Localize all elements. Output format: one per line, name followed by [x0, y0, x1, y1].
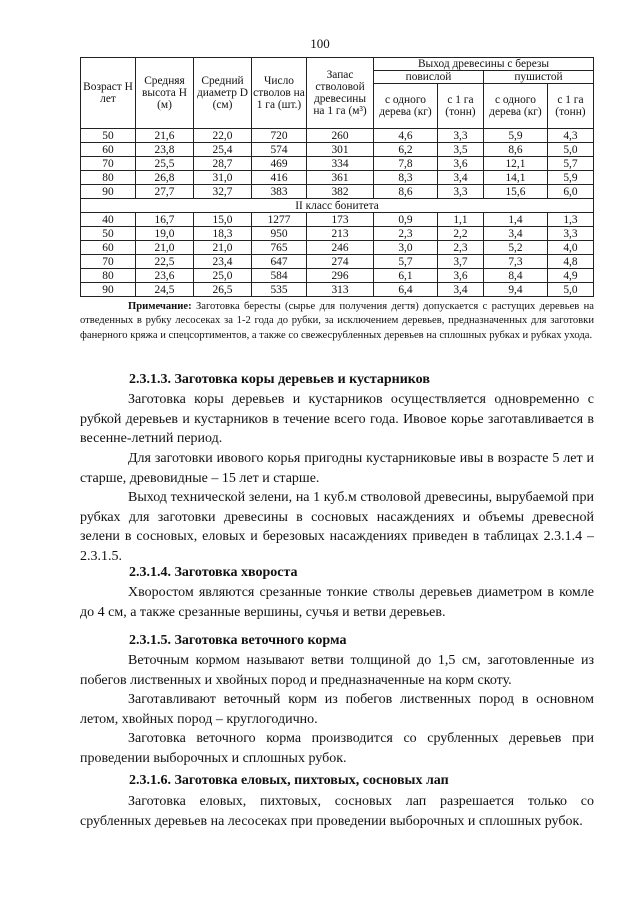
table-cell: 3,6	[437, 269, 483, 283]
table-row	[81, 129, 594, 143]
table-cell: 3,4	[437, 283, 483, 297]
col-stock: Запас стволовой древесины на 1 га (м³)	[307, 58, 374, 129]
table-cell: 1,3	[547, 213, 593, 227]
table-cell: 4,9	[547, 269, 593, 283]
heading-twig-feed: 2.3.1.5. Заготовка веточного корма	[129, 633, 347, 648]
table-cell: 22,5	[136, 255, 194, 269]
table-cell: 3,4	[437, 171, 483, 185]
table-cell: 382	[307, 185, 374, 199]
table-cell: 5,9	[547, 171, 593, 185]
table-cell: 26,8	[136, 171, 194, 185]
table-row	[81, 143, 594, 157]
table-cell: 21,6	[136, 129, 194, 143]
table-cell: 2,3	[374, 227, 438, 241]
table-cell: 8,6	[483, 143, 547, 157]
col-pubescens: пушистой	[483, 71, 593, 84]
table-cell: 274	[307, 255, 374, 269]
table-cell: 3,3	[437, 185, 483, 199]
table-cell: 4,3	[547, 129, 593, 143]
table-row	[81, 227, 594, 241]
table-cell: 23,8	[136, 143, 194, 157]
table-cell: 70	[81, 255, 136, 269]
table-cell: 8,4	[483, 269, 547, 283]
table-cell: 40	[81, 213, 136, 227]
paragraph: Заготавливают веточный корм из побегов лиственных пород в основном летом, хвойных пород – круглогодично.	[80, 692, 594, 727]
table-cell: 60	[81, 143, 136, 157]
heading-bark: 2.3.1.3. Заготовка коры деревьев и кустарников	[129, 372, 430, 387]
table-cell: 21,0	[136, 241, 194, 255]
table-cell: 5,0	[547, 143, 593, 157]
table-cell: 296	[307, 269, 374, 283]
table-row	[81, 241, 594, 255]
table-cell: 5,2	[483, 241, 547, 255]
table-cell: 4,8	[547, 255, 593, 269]
table-cell: 27,7	[136, 185, 194, 199]
table-cell: 32,7	[194, 185, 252, 199]
table-cell: 12,1	[483, 157, 547, 171]
table-cell: 15,6	[483, 185, 547, 199]
table-cell: 6,1	[374, 269, 438, 283]
table-cell: 5,7	[374, 255, 438, 269]
col-height: Средняя высота Н (м)	[136, 58, 194, 129]
table-cell: 361	[307, 171, 374, 185]
table-cell: 1,4	[483, 213, 547, 227]
note-label: Примечание:	[128, 301, 192, 312]
table-cell: 950	[252, 227, 307, 241]
col-pendula: повислой	[374, 71, 484, 84]
table-cell: 7,3	[483, 255, 547, 269]
table-cell: 213	[307, 227, 374, 241]
table-cell: 5,9	[483, 129, 547, 143]
table-cell: 3,3	[547, 227, 593, 241]
birch-yield-table	[80, 57, 594, 297]
table-cell: 3,3	[437, 129, 483, 143]
col-trunks: Число стволов на 1 га (шт.)	[252, 58, 307, 129]
table-row	[81, 171, 594, 185]
table-cell: 25,0	[194, 269, 252, 283]
table-cell: 765	[252, 241, 307, 255]
col-diameter: Средний диаметр D (см)	[194, 58, 252, 129]
table-cell: 334	[307, 157, 374, 171]
table-cell: 383	[252, 185, 307, 199]
table-cell: 2,2	[437, 227, 483, 241]
col-per-ha: с 1 га (тонн)	[547, 84, 593, 129]
table-body-second	[81, 213, 594, 297]
table-cell: 8,6	[374, 185, 438, 199]
col-yield: Выход древесины с березы	[374, 58, 594, 71]
table-row	[81, 185, 594, 199]
table-cell: 1277	[252, 213, 307, 227]
table-cell: 23,6	[136, 269, 194, 283]
table-cell: 9,4	[483, 283, 547, 297]
table-cell: 173	[307, 213, 374, 227]
table-cell: 720	[252, 129, 307, 143]
table-cell: 3,5	[437, 143, 483, 157]
table-cell: 19,0	[136, 227, 194, 241]
table-cell: 90	[81, 283, 136, 297]
table-cell: 260	[307, 129, 374, 143]
table-cell: 21,0	[194, 241, 252, 255]
table-cell: 25,5	[136, 157, 194, 171]
col-per-tree: с одного дерева (кг)	[483, 84, 547, 129]
heading-brushwood: 2.3.1.4. Заготовка хвороста	[129, 565, 298, 580]
table-cell: 3,4	[483, 227, 547, 241]
table-cell: 416	[252, 171, 307, 185]
table-cell: 1,1	[437, 213, 483, 227]
table-row	[81, 157, 594, 171]
paragraph: Выход технической зелени, на 1 куб.м стволовой древесины, вырубаемой при рубках для заготовки древесины в сосновых насаждениях и объемы древесной зелени в сосновых, еловых и березовых насаждениях приведен в таблицах 2.3.1.4 – 2.3.1.5.	[80, 490, 594, 564]
table-row	[81, 213, 594, 227]
table-cell: 26,5	[194, 283, 252, 297]
table-cell: 8,3	[374, 171, 438, 185]
paragraph: Для заготовки ивового корья пригодны кустарниковые ивы в возрасте 5 лет и старше, древовидные – 15 лет и старше.	[80, 451, 594, 486]
paragraph: Заготовка коры деревьев и кустарников осуществляется одновременно с рубкой деревьев и кустарников в течение всего года. Ивовое корье заготавливается в весенне-летний период.	[80, 392, 594, 446]
table-cell: 3,0	[374, 241, 438, 255]
paragraph: Заготовка веточного корма производится со срубленных деревьев при проведении выборочных и сплошных рубок.	[80, 731, 594, 766]
table-cell: 14,1	[483, 171, 547, 185]
table-row	[81, 255, 594, 269]
table-cell: 28,7	[194, 157, 252, 171]
col-age: Возраст Н лет	[81, 58, 136, 129]
col-per-ha: с 1 га (тонн)	[437, 84, 483, 129]
paragraph: Веточным кормом называют ветви толщиной до 1,5 см, заготовленные из побегов лиственных и хвойных пород и предназначенные на корм скоту.	[80, 653, 594, 688]
section-label: II класс бонитета	[81, 199, 594, 213]
table-cell: 3,7	[437, 255, 483, 269]
table-cell: 31,0	[194, 171, 252, 185]
table-body-first	[81, 129, 594, 199]
table-cell: 301	[307, 143, 374, 157]
table-cell: 535	[252, 283, 307, 297]
table-cell: 22,0	[194, 129, 252, 143]
note-text: Заготовка бересты (сырье для получения дегтя) допускается с растущих деревьев на отведенных в рубку лесосеках за 1-2 года до рубки, за исключением деревьев, предназначенных для заготовки фанерного кряжа и спецсортиментов, а также со свежесрубленных деревьев на сплошных рубках и рубках ухода.	[80, 301, 594, 341]
table-cell: 5,7	[547, 157, 593, 171]
table-cell: 574	[252, 143, 307, 157]
table-cell: 246	[307, 241, 374, 255]
table-cell: 23,4	[194, 255, 252, 269]
table-cell: 80	[81, 171, 136, 185]
table-cell: 80	[81, 269, 136, 283]
table-cell: 3,6	[437, 157, 483, 171]
table-row	[81, 283, 594, 297]
table-cell: 7,8	[374, 157, 438, 171]
col-per-tree: с одного дерева (кг)	[374, 84, 438, 129]
table-cell: 50	[81, 227, 136, 241]
table-cell: 469	[252, 157, 307, 171]
table-cell: 6,2	[374, 143, 438, 157]
table-cell: 313	[307, 283, 374, 297]
table-cell: 2,3	[437, 241, 483, 255]
table-cell: 4,6	[374, 129, 438, 143]
table-cell: 6,0	[547, 185, 593, 199]
table-cell: 60	[81, 241, 136, 255]
table-row	[81, 269, 594, 283]
table-cell: 18,3	[194, 227, 252, 241]
table-cell: 4,0	[547, 241, 593, 255]
table-cell: 584	[252, 269, 307, 283]
table-cell: 70	[81, 157, 136, 171]
table-cell: 24,5	[136, 283, 194, 297]
table-cell: 25,4	[194, 143, 252, 157]
table-cell: 50	[81, 129, 136, 143]
table-cell: 90	[81, 185, 136, 199]
table-cell: 16,7	[136, 213, 194, 227]
paragraph: Хворостом являются срезанные тонкие стволы деревьев диаметром в комле до 4 см, а также срезанные вершины, сучья и ветви деревьев.	[80, 585, 594, 620]
paragraph: Заготовка еловых, пихтовых, сосновых лап разрешается только со срубленных деревьев на лесосеках при проведении выборочных и сплошных рубок.	[80, 794, 594, 829]
table-cell: 647	[252, 255, 307, 269]
page-number: 100	[310, 36, 330, 51]
table-cell: 5,0	[547, 283, 593, 297]
table-cell: 6,4	[374, 283, 438, 297]
heading-conifer-paws: 2.3.1.6. Заготовка еловых, пихтовых, сосновых лап	[129, 773, 449, 788]
table-note	[80, 300, 594, 343]
table-cell: 0,9	[374, 213, 438, 227]
table-cell: 15,0	[194, 213, 252, 227]
